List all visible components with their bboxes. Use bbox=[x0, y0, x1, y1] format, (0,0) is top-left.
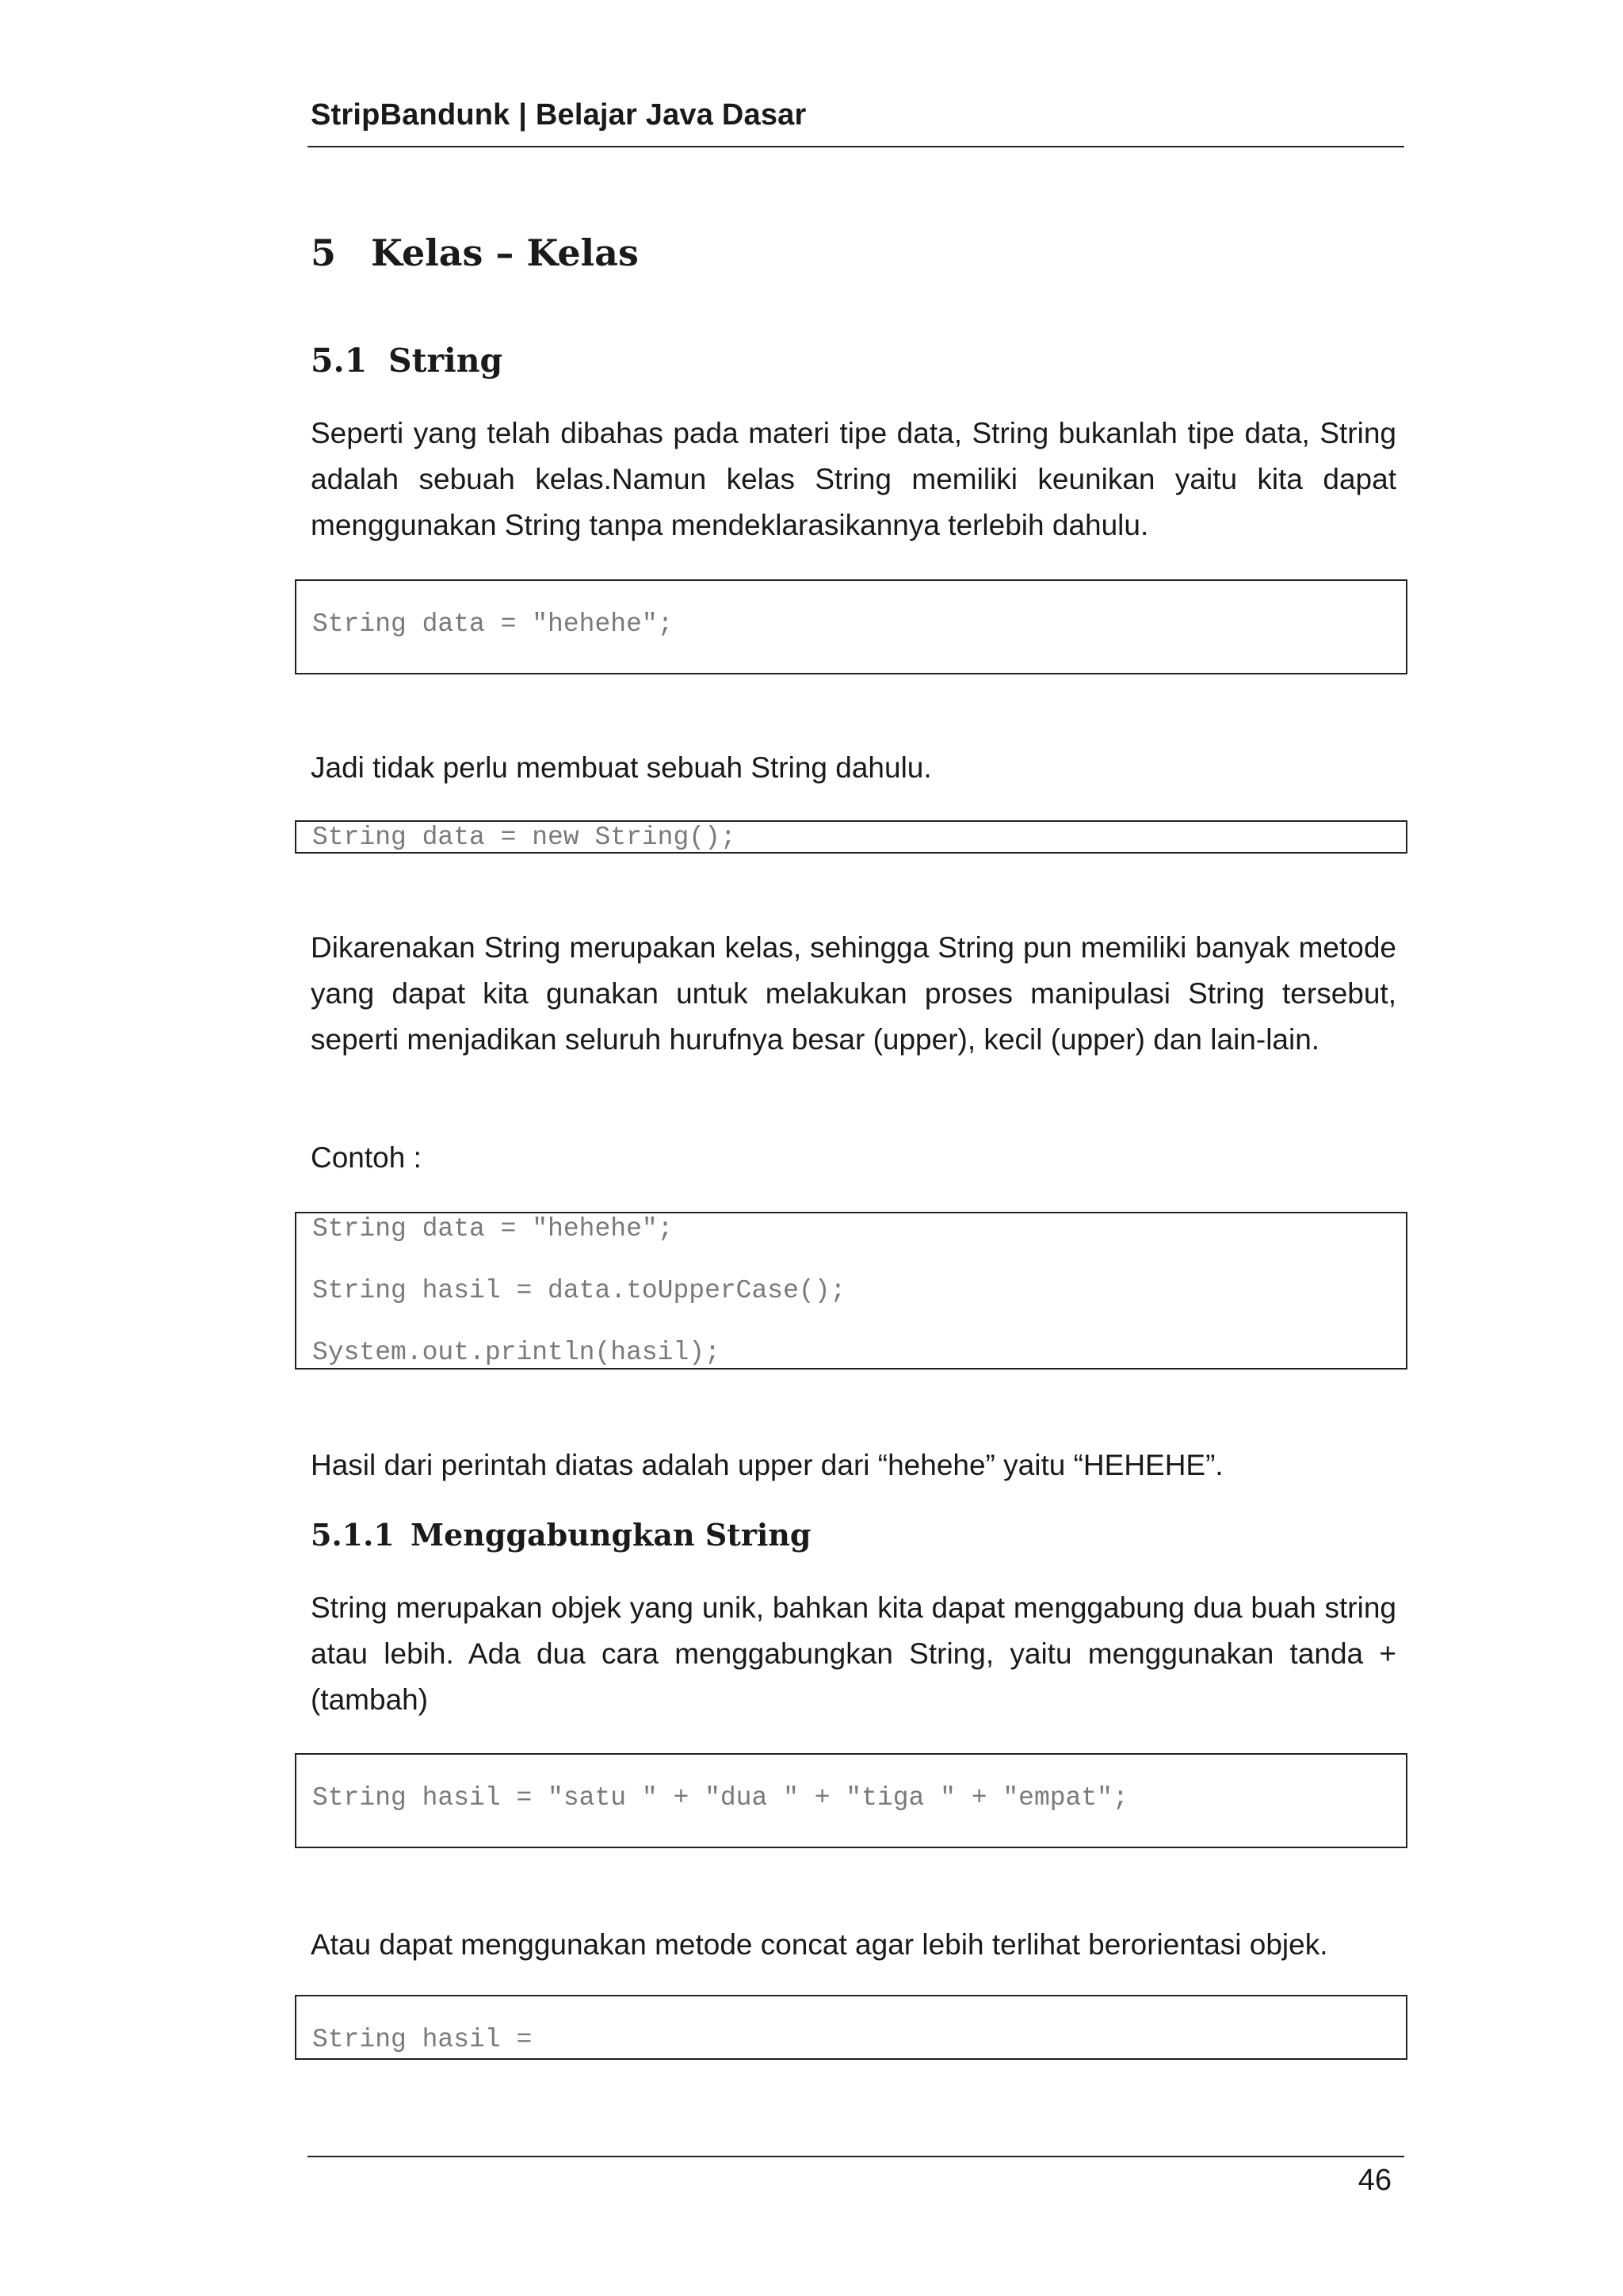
running-header: StripBandunk | Belajar Java Dasar bbox=[311, 98, 807, 132]
code-line: String data = new String(); bbox=[312, 823, 736, 852]
chapter-heading bbox=[311, 231, 639, 274]
code-block-plus-concat bbox=[295, 1753, 1407, 1848]
code-line: String data = "hehehe"; bbox=[312, 1214, 674, 1244]
chapter-title: Kelas – Kelas bbox=[371, 231, 639, 274]
paragraph-intro: Seperti yang telah dibahas pada materi tipe data, String bukanlah tipe data, String adalah sebuah kelas.Namun kelas String memiliki keunikan yaitu kita dapat menggunakan String tanpa mendeklarasikannya terlebih dahulu. bbox=[311, 417, 1396, 541]
code-block-example bbox=[295, 1212, 1407, 1370]
subsection-number: 5.1.1 bbox=[311, 1517, 395, 1553]
paragraph-contoh: Contoh : bbox=[311, 1141, 422, 1174]
subsection-title: Menggabungkan String bbox=[411, 1517, 812, 1553]
code-line: String data = "hehehe"; bbox=[312, 609, 674, 639]
paragraph-concat-method: Atau dapat menggunakan metode concat agar lebih terlihat berorientasi objek. bbox=[311, 1928, 1328, 1961]
footer-rule bbox=[307, 2156, 1404, 2157]
paragraph-methods: Dikarenakan String merupakan kelas, sehingga String pun memiliki banyak metode yang dapat kita gunakan untuk melakukan proses manipulasi String tersebut, seperti menjadikan seluruh hurufnya besar (upper), kecil (upper) dan lain-lain. bbox=[311, 931, 1396, 1056]
code-block-concat-start bbox=[295, 1995, 1407, 2060]
code-line: System.out.println(hasil); bbox=[312, 1338, 720, 1367]
code-line: String hasil = data.toUpperCase(); bbox=[312, 1276, 846, 1305]
code-line: String hasil = bbox=[312, 2025, 533, 2054]
header-rule bbox=[307, 146, 1404, 147]
subsection-heading bbox=[311, 1517, 812, 1553]
paragraph-no-need: Jadi tidak perlu membuat sebuah String dahulu. bbox=[311, 751, 932, 784]
section-title: String bbox=[388, 342, 503, 380]
section-heading bbox=[311, 342, 502, 380]
paragraph-result: Hasil dari perintah diatas adalah upper dari “hehehe” yaitu “HEHEHE”. bbox=[311, 1449, 1224, 1481]
page-number: 46 bbox=[1358, 2164, 1392, 2197]
chapter-number: 5 bbox=[311, 231, 337, 274]
code-block-new-string bbox=[295, 820, 1407, 854]
section-number: 5.1 bbox=[311, 342, 368, 380]
paragraph-concat-intro: String merupakan objek yang unik, bahkan kita dapat menggabung dua buah string atau lebih. Ada dua cara menggabungkan String, yaitu menggunakan tanda + (tambah) bbox=[311, 1591, 1396, 1716]
code-block-literal bbox=[295, 579, 1407, 674]
code-line: String hasil = "satu " + "dua " + "tiga " + "empat"; bbox=[312, 1783, 1128, 1813]
